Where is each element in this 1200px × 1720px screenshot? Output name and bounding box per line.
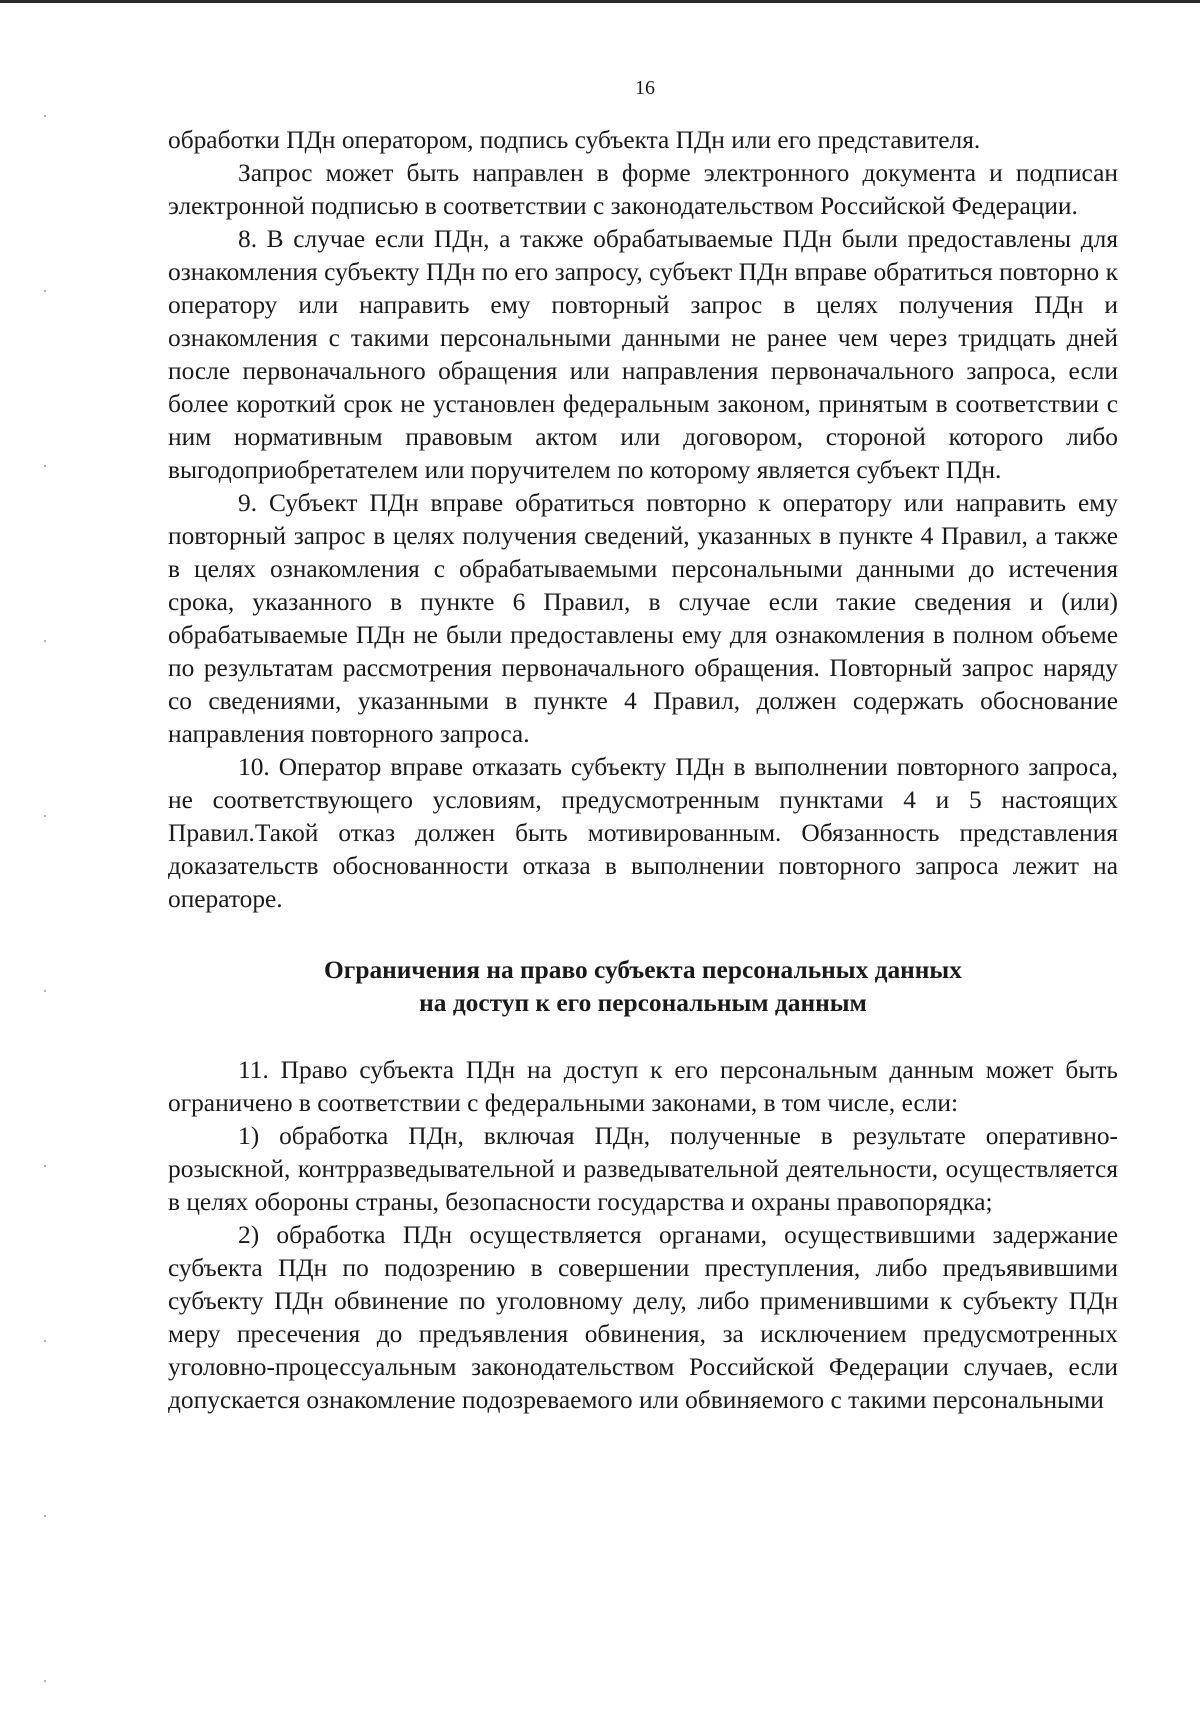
scan-speck xyxy=(44,640,46,642)
scan-speck xyxy=(44,990,46,992)
section-heading-line-1: Ограничения на право субъекта персональных данных xyxy=(324,956,962,984)
document-body xyxy=(168,124,1118,1417)
scan-speck xyxy=(44,1340,46,1342)
paragraph-item-11: 11. Право субъекта ПДн на доступ к его персональным данным может быть ограничено в соответствии с федеральными законами, в том числе, если: xyxy=(168,1056,1118,1117)
section-heading-line-2: на доступ к его персональным данным xyxy=(419,989,867,1017)
page-number: 16 xyxy=(635,77,655,99)
paragraph-electronic-request: Запрос может быть направлен в форме электронного документа и подписан электронной подписью в соответствии с законодательством Российской Федерации. xyxy=(168,159,1118,220)
section-heading xyxy=(168,954,1118,1020)
paragraph-subitem-2: 2) обработка ПДн осуществляется органами, осуществившими задержание субъекта ПДн по подозрению в совершении преступления, либо предъявившими субъекту ПДн обвинение по уголовному делу, либо применившими к субъекту ПДн меру пресечения до предъявления обвинения, за исключением предусмотренных уголовно-процессуальным законодательством Российской Федерации случаев, если допускается ознакомление подозреваемого или обвиняемого с такими персональными xyxy=(168,1221,1118,1414)
scan-speck xyxy=(44,1515,46,1517)
paragraph-subitem-1: 1) обработка ПДн, включая ПДн, полученные в результате оперативно-розыскной, контрразведывательной и разведывательной деятельности, осуществляется в целях обороны страны, безопасности государства и охраны правопорядка; xyxy=(168,1122,1118,1216)
paragraph-item-10: 10. Оператор вправе отказать субъекту ПДн в выполнении повторного запроса, не соответствующего условиям, предусмотренным пунктами 4 и 5 настоящих Правил.Такой отказ должен быть мотивированным. Обязанность представления доказательств обоснованности отказа в выполнении повторного запроса лежит на операторе. xyxy=(168,753,1118,913)
scan-speck xyxy=(44,115,46,117)
paragraph-item-9: 9. Субъект ПДн вправе обратиться повторно к оператору или направить ему повторный запрос в целях получения сведений, указанных в пункте 4 Правил, а также в целях ознакомления с обрабатываемыми персональными данными до истечения срока, указанного в пункте 6 Правил, в случае если такие сведения и (или) обрабатываемые ПДн не были предоставлены ему для ознакомления в полном объеме по результатам рассмотрения первоначального обращения. Повторный запрос наряду со сведениями, указанными в пункте 4 Правил, должен содержать обоснование направления повторного запроса. xyxy=(168,489,1118,748)
scan-speck xyxy=(44,1165,46,1167)
scan-speck xyxy=(44,815,46,817)
paragraph-continuation: обработки ПДн оператором, подпись субъекта ПДн или его представителя. xyxy=(168,126,981,154)
scan-speck xyxy=(44,1680,46,1682)
paragraph-item-8: 8. В случае если ПДн, а также обрабатываемые ПДн были предоставлены для ознакомления субъекту ПДн по его запросу, субъект ПДн вправе обратиться повторно к оператору или направить ему повторный запрос в целях получения ПДн и ознакомления с такими персональными данными не ранее чем через тридцать дней после первоначального обращения или направления первоначального запроса, если более короткий срок не установлен федеральным законом, принятым в соответствии с ним нормативным правовым актом или договором, стороной которого либо выгодоприобретателем или поручителем по которому является субъект ПДн. xyxy=(168,225,1118,484)
scan-speck xyxy=(44,465,46,467)
scan-speck xyxy=(44,290,46,292)
